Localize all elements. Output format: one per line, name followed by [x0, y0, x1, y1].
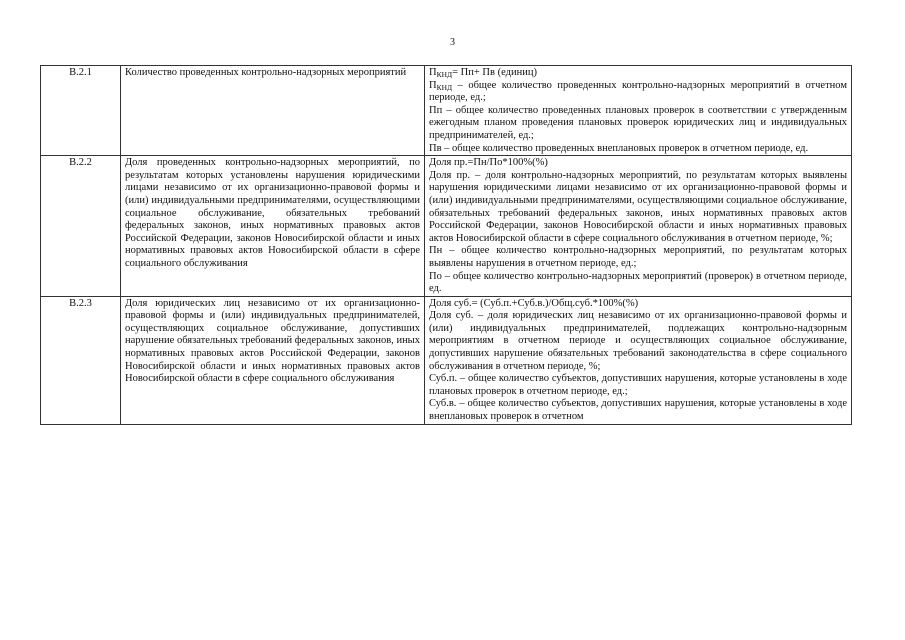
term-text: – общее количество проведенных контрольно-надзорных мероприятий в отчетном периоде, ед.; [429, 79, 847, 104]
formula: Доля суб.= (Суб.п.+Суб.в.)/Общ.суб.*100%(%) [429, 297, 639, 309]
formula: $П_{КНД}= Пп+$ Пв (единиц) [429, 67, 537, 79]
formula-term: $П_{КНД}$ – общее количество проведенных контрольно-надзорных мероприятий в отчетном периоде, ед.; [429, 79, 847, 104]
indicators-table [40, 65, 852, 425]
formula-term: Суб.п. – общее количество субъектов, допустивших нарушения, которые установлены в ходе плановых проверок в отчетном периоде, ед.; [429, 373, 847, 397]
formula-term: Пв – общее количество проведенных внеплановых проверок в отчетном периоде, ед. [429, 142, 809, 154]
indicator-calculation [425, 66, 852, 156]
formula-term: По – общее количество контрольно-надзорных мероприятий (проверок) в отчетном периоде, ед. [429, 270, 847, 295]
formula-term: Пн – общее количество контрольно-надзорных мероприятий, по результатам которых выявлены нарушения в отчетном периоде, ед.; [429, 245, 847, 269]
indicator-name: Количество проведенных контрольно-надзорных мероприятий [121, 66, 425, 156]
table-row [41, 66, 852, 156]
indicator-name: Доля юридических лиц независимо от их организационно-правовой формы и (или) индивидуальных предпринимателей, осуществляющих социальное обслуживание, допустивших нарушение обязательных требований федеральных законов, иных нормативных правовых актов Российской Федерации, законов Новосибирской области и иных нормативных правовых актов Новосибирской области в сфере социального обслуживания [121, 296, 425, 424]
indicator-code: В.2.2 [41, 156, 121, 297]
table-row [41, 156, 852, 297]
formula-term: Доля пр. – доля контрольно-надзорных мероприятий, по результатам которых выявлены нарушения юридическими лицами независимо от их организационно-правовой формы и (или) индивидуальными предпринимателями, осуществляющими социальное обслуживание, обязательных требований федеральных законов, иных нормативных правовых актов Российской Федерации, законов Новосибирской области и иных нормативных правовых актов Новосибирской области в сфере социального обслуживания в отчетном периоде, %; [429, 169, 847, 244]
indicator-calculation [425, 156, 852, 297]
indicator-calculation [425, 296, 852, 424]
page-number: 3 [450, 37, 455, 48]
formula-term: Доля суб. – доля юридических лиц независимо от их организационно-правовой формы и (или) индивидуальных предпринимателей, подлежащих контрольно-надзорным мероприятиям в отчетном периоде и осуществляющих социальное обслуживание, допустивших нарушение обязательных требований законодательства в сфере социального обслуживания в отчетном периоде, %; [429, 310, 847, 372]
table-row [41, 296, 852, 424]
formula-term: Суб.в. – общее количество субъектов, допустивших нарушения, которые установлены в ходе внеплановых проверок в отчетном [429, 398, 847, 423]
formula-term: Пп – общее количество проведенных плановых проверок в соответствии с утвержденным ежегодным планом проведения плановых проверок юридических лиц и индивидуальных предпринимателей, ед.; [429, 104, 847, 141]
indicator-code: В.2.3 [41, 296, 121, 424]
formula: Доля пр.=Пн/По*100%(%) [429, 157, 548, 169]
indicator-code: В.2.1 [41, 66, 121, 156]
indicator-name: Доля проведенных контрольно-надзорных мероприятий, по результатам которых установлены нарушения юридическими лицами независимо от их организационно-правовой формы и (или) индивидуальными предпринимателями, осуществляющими социальное обслуживание, обязательных требований федеральных законов, иных нормативных правовых актов Российской Федерации, законов Новосибирской области и иных нормативных правовых актов Новосибирской области в сфере социального обслуживания [121, 156, 425, 297]
